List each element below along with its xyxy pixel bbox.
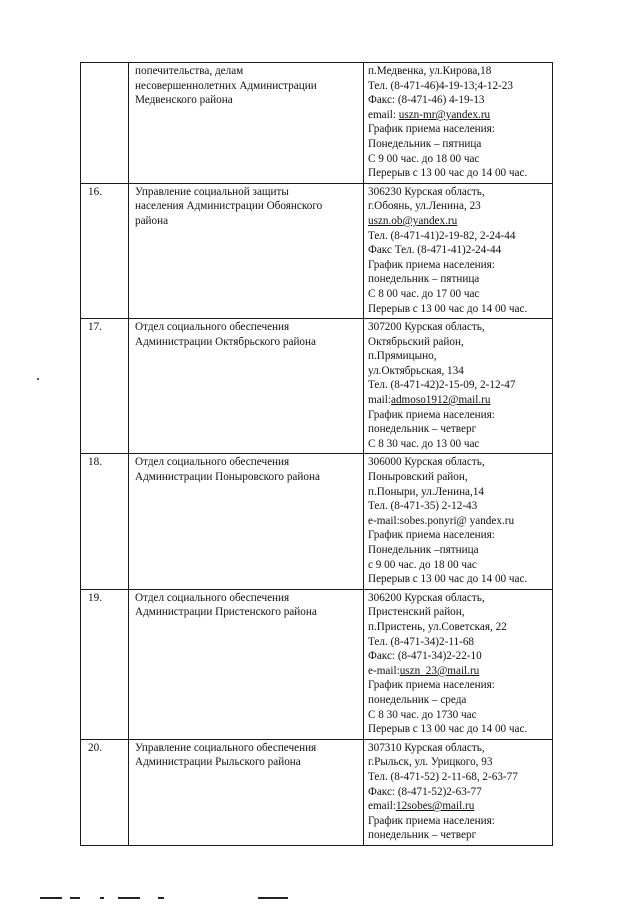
table-row (81, 319, 553, 454)
contact-text: e-mail: (368, 664, 400, 677)
contact-text: п.Прямицыно, (368, 350, 437, 363)
contact-info-line (368, 470, 549, 485)
contact-info-line (368, 79, 549, 94)
row-number (81, 63, 129, 184)
contact-text: Тел. (8-471-42)2-15-09, 2-12-47 (368, 379, 516, 392)
contact-info-line (368, 543, 549, 558)
email-link[interactable]: admoso1912@mail.ru (391, 394, 491, 407)
contact-text: e-mail:sobes.ponyri@ yandex.ru (368, 514, 515, 527)
contact-info-line (368, 229, 549, 244)
row-number: 20. (81, 739, 129, 845)
contact-text: Перерыв с 13 00 час до 14 00 час. (368, 573, 528, 586)
contact-info-line (368, 620, 549, 635)
contact-info-line (368, 678, 549, 693)
contact-text: Факс: (8-471-52)2-63-77 (368, 785, 482, 798)
contact-info-line (368, 649, 549, 664)
contact-info-line (368, 499, 549, 514)
contact-text: mail: (368, 394, 391, 407)
contact-text: Перерыв с 13 00 час до 14 00 час. (368, 723, 528, 736)
agency-name-cell (129, 319, 364, 454)
contact-text: Факс: (8-471-34)2-22-10 (368, 650, 482, 663)
contact-text: Перерыв с 13 00 час до 14 00 час. (368, 302, 528, 315)
contact-info-line (368, 214, 549, 229)
agency-name-line: района (135, 214, 169, 227)
table-row (81, 183, 553, 318)
contact-info-line (368, 122, 549, 137)
email-link[interactable]: 12sobes@mail.ru (395, 800, 475, 813)
contact-text: График приема населения: (368, 814, 495, 827)
contact-text: понедельник – среда (368, 693, 467, 706)
contact-info-line (368, 785, 549, 800)
table-row (81, 589, 553, 739)
contact-info-line (368, 722, 549, 737)
contact-info-line (368, 349, 549, 364)
contact-text: понедельник – пятница (368, 273, 480, 286)
row-number: 19. (81, 589, 129, 739)
contact-text: понедельник – четверг (368, 423, 477, 436)
contact-info-line (368, 528, 549, 543)
agency-name-line: несовершеннолетних Администрации (135, 79, 317, 92)
contact-info-line (368, 514, 549, 529)
contact-info-line (368, 320, 549, 335)
table-row (81, 454, 553, 589)
agency-name-line: Отдел социального обеспечения (135, 321, 290, 334)
contact-text: Тел. (8-471-35) 2-12-43 (368, 500, 478, 513)
contact-info-line (368, 828, 549, 843)
agency-name-line: Медвенского района (135, 94, 233, 107)
contact-info-line (368, 258, 549, 273)
footer-mark (40, 897, 62, 899)
row-number: 16. (81, 183, 129, 318)
contact-info-cell (364, 739, 553, 845)
contact-info-line (368, 302, 549, 317)
contact-info-line (368, 814, 549, 829)
table-row (81, 63, 553, 184)
contact-text: Тел. (8-471-52) 2-11-68, 2-63-77 (368, 770, 518, 783)
contact-info-cell (364, 454, 553, 589)
contact-text: п.Пристень, ул.Советская, 22 (368, 620, 507, 633)
agency-name-cell (129, 63, 364, 184)
contact-text: С 8 00 час. до 17 00 час (368, 287, 480, 300)
contact-info-line (368, 664, 549, 679)
scan-footer-marks (40, 894, 340, 902)
contact-text: п.Медвенка, ул.Кирова,18 (368, 65, 492, 77)
contact-info-line (368, 485, 549, 500)
agency-name-line: Администрации Октябрьского района (135, 335, 316, 348)
contact-text: г.Обоянь, ул.Ленина, 23 (368, 200, 481, 213)
contact-info-line (368, 591, 549, 606)
contact-text: Пристенский район, (368, 606, 465, 619)
agencies-table (80, 62, 553, 846)
contact-info-line (368, 185, 549, 200)
contact-text: С 9 00 час. до 18 00 час (368, 152, 480, 165)
agency-name-line: Отдел социального обеспечения (135, 591, 290, 604)
footer-mark (258, 897, 288, 899)
email-link[interactable]: uszn.ob@yandex.ru (368, 214, 458, 227)
contact-info-line (368, 770, 549, 785)
contact-info-line (368, 741, 549, 756)
contact-text: График приема населения: (368, 258, 495, 271)
contact-info-line (368, 152, 549, 167)
footer-mark (158, 897, 164, 899)
contact-info-line (368, 799, 549, 814)
agency-name-line: Управление социального обеспечения (135, 741, 317, 754)
footer-mark (70, 897, 80, 899)
email-link[interactable]: uszn_23@mail.ru (399, 664, 480, 677)
contact-text: Октябрьский район, (368, 335, 464, 348)
agency-name-line: Администрации Поныровского района (135, 471, 320, 484)
contact-text: График приема населения: (368, 529, 495, 542)
contact-info-line (368, 64, 549, 79)
contact-text: г.Рыльск, ул. Урицкого, 93 (368, 756, 493, 769)
contact-text: Тел. (8-471-46)4-19-13;4-12-23 (368, 79, 513, 92)
contact-text: понедельник – четверг (368, 829, 477, 842)
agency-name-line: Администрации Рыльского района (135, 756, 301, 769)
contact-text: Тел. (8-471-34)2-11-68 (368, 635, 475, 648)
agency-name-line: Администрации Пристенского района (135, 606, 317, 619)
contact-info-line (368, 287, 549, 302)
contact-info-line (368, 364, 549, 379)
contact-info-line (368, 137, 549, 152)
contact-text: Понедельник –пятница (368, 544, 479, 556)
agency-name-line: Отдел социального обеспечения (135, 456, 290, 469)
contact-text: email: (368, 800, 396, 813)
contact-info-line (368, 455, 549, 470)
contact-text: с 9 00 час. до 18 00 час (368, 558, 477, 571)
contact-info-line (368, 335, 549, 350)
contact-info-line (368, 93, 549, 108)
agency-name-line: попечительства, делам (135, 65, 244, 77)
footer-mark (100, 897, 104, 899)
contact-text: Понедельник – пятница (368, 137, 482, 150)
contact-text: График приема населения: (368, 123, 495, 136)
contact-text: С 8 30 час. до 1730 час (368, 708, 477, 721)
contact-info-line (368, 708, 549, 723)
contact-info-line (368, 422, 549, 437)
contact-text: email: (368, 108, 399, 121)
footer-mark (118, 897, 140, 899)
contact-info-line (368, 755, 549, 770)
contact-info-cell (364, 183, 553, 318)
agency-name-cell (129, 589, 364, 739)
agency-name-cell (129, 454, 364, 589)
contact-text: График приема населения: (368, 408, 495, 421)
agency-name-line: населения Администрации Обоянского (135, 200, 323, 213)
contact-text: Тел. (8-471-41)2-19-82, 2-24-44 (368, 229, 516, 242)
contact-info-cell (364, 319, 553, 454)
contact-info-line (368, 408, 549, 423)
contact-info-line (368, 378, 549, 393)
agency-name-cell (129, 183, 364, 318)
contact-text: 307310 Курская область, (368, 741, 485, 754)
contact-text: ул.Октябрьская, 134 (368, 364, 464, 377)
contact-info-line (368, 108, 549, 123)
contact-info-line (368, 166, 549, 181)
contact-text: 306200 Курская область, (368, 591, 485, 604)
contact-info-line (368, 635, 549, 650)
contact-text: С 8 30 час. до 13 00 час (368, 437, 480, 450)
contact-info-line (368, 693, 549, 708)
contact-info-line (368, 572, 549, 587)
contact-info-line (368, 272, 549, 287)
contact-text: 306000 Курская область, (368, 456, 485, 469)
email-link[interactable]: uszn-mr@yandex.ru (398, 108, 491, 121)
contact-text: Поныровский район, (368, 471, 468, 484)
agency-name-line: Управление социальной защиты (135, 185, 289, 198)
agencies-table-body (81, 63, 553, 846)
contact-info-line (368, 199, 549, 214)
contact-text: Факс: (8-471-46) 4-19-13 (368, 94, 485, 107)
scan-speck (37, 378, 39, 380)
contact-info-line (368, 243, 549, 258)
contact-text: График приема населения: (368, 679, 495, 692)
contact-text: Перерыв с 13 00 час до 14 00 час. (368, 167, 528, 180)
contact-text: Факс Тел. (8-471-41)2-24-44 (368, 244, 502, 257)
agency-name-cell (129, 739, 364, 845)
contact-info-line (368, 393, 549, 408)
contact-info-line (368, 437, 549, 452)
table-row (81, 739, 553, 845)
contact-text: 306230 Курская область, (368, 185, 485, 198)
contact-info-cell (364, 63, 553, 184)
contact-info-line (368, 605, 549, 620)
row-number: 18. (81, 454, 129, 589)
contact-text: 307200 Курская область, (368, 321, 485, 334)
row-number: 17. (81, 319, 129, 454)
contact-text: п.Поныри, ул.Ленина,14 (368, 485, 485, 498)
contact-info-cell (364, 589, 553, 739)
contact-info-line (368, 558, 549, 573)
